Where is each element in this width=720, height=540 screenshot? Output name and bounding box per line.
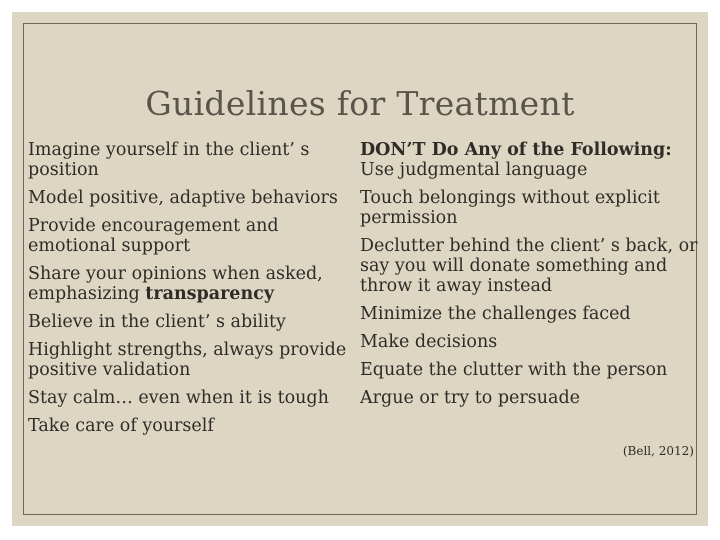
guideline-item <box>28 188 358 208</box>
guideline-text: Provide encouragement and emotional support <box>28 216 279 256</box>
dont-heading: DON’T Do Any of the Following: <box>360 140 672 160</box>
guideline-item <box>28 264 358 304</box>
guideline-item <box>28 340 358 380</box>
dont-item: Use judgmental language <box>360 160 588 180</box>
dont-item: Make decisions <box>360 332 498 352</box>
guideline-text: Model positive, adaptive behaviors <box>28 188 338 208</box>
dont-item: Minimize the challenges faced <box>360 304 631 324</box>
guideline-item <box>28 388 358 408</box>
slide-title: Guidelines for Treatment <box>145 84 575 123</box>
guideline-text: Stay calm… even when it is tough <box>28 388 329 408</box>
guideline-text: Believe in the client’ s ability <box>28 312 286 332</box>
guideline-text: Highlight strengths, always provide positive validation <box>28 340 347 380</box>
dont-list <box>360 140 705 416</box>
citation: (Bell, 2012) <box>622 444 694 458</box>
guideline-text: Share your opinions when asked, emphasizing <box>28 264 323 304</box>
dont-item: Argue or try to persuade <box>360 388 581 408</box>
dont-item: Touch belongings without explicit permission <box>360 188 660 228</box>
dont-item: Equate the clutter with the person <box>360 360 668 380</box>
guideline-item <box>28 416 358 436</box>
guideline-item <box>28 140 358 180</box>
guidelines-list <box>28 140 358 444</box>
guideline-text: Imagine yourself in the client’ s position <box>28 140 310 180</box>
dont-item: Declutter behind the client’ s back, or say you will donate something and throw it away instead <box>360 236 698 296</box>
guideline-item <box>28 216 358 256</box>
guideline-item <box>28 312 358 332</box>
guideline-emphasis: transparency <box>145 284 274 304</box>
guideline-text: Take care of yourself <box>28 416 214 436</box>
slide <box>12 12 708 526</box>
